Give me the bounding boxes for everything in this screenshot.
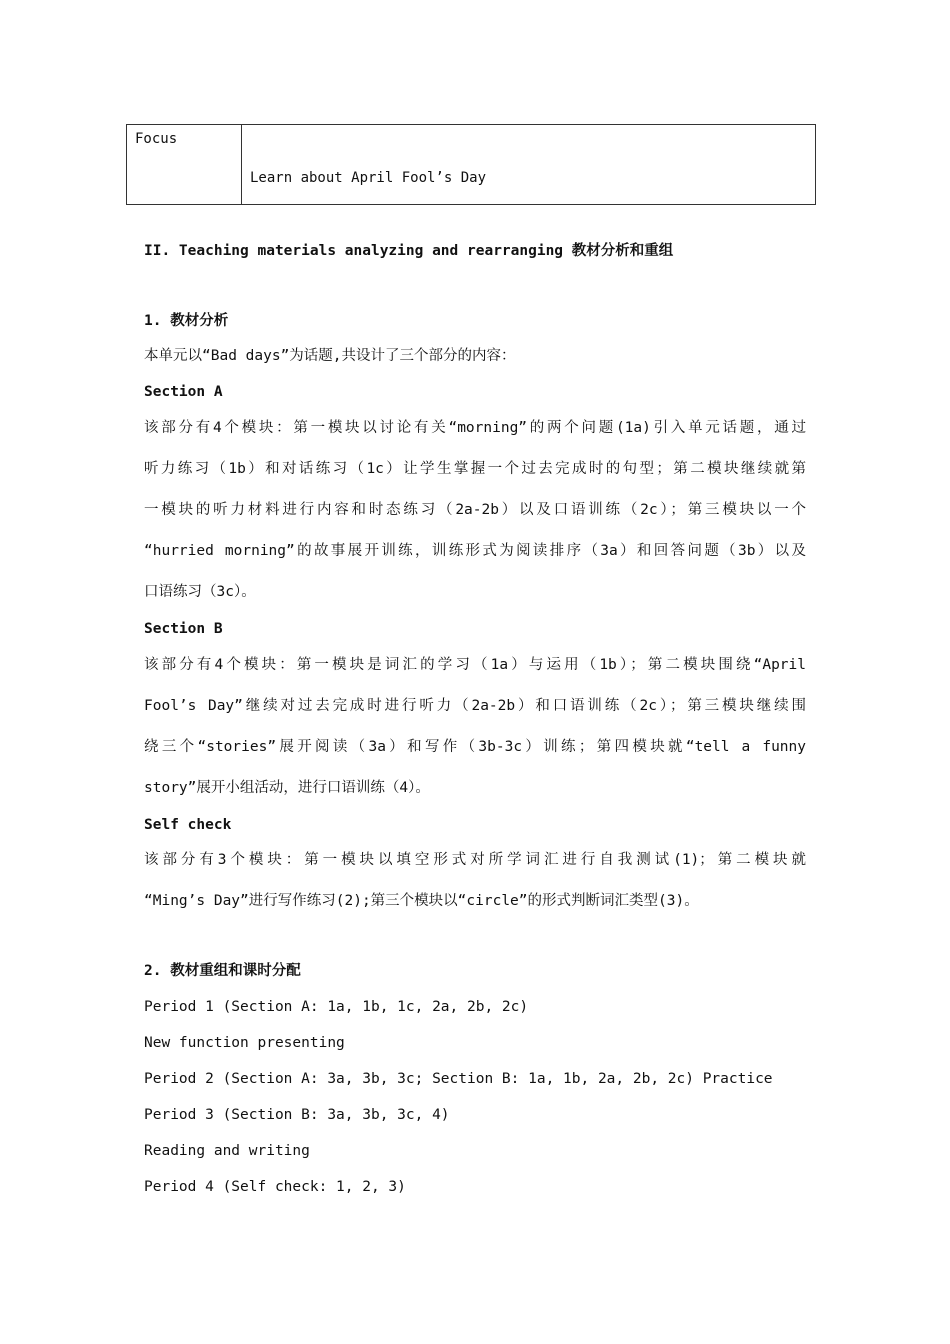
- focus-label: Focus: [127, 125, 242, 205]
- self-check-line: “Ming’s Day”进行写作练习(2);第三个模块以“circle”的形式判断词汇类型(3)。: [144, 893, 699, 909]
- self-check-title: Self check: [144, 817, 232, 833]
- section-a-line: “hurried morning”的故事展开训练，训练形式为阅读排序（3a）和回答问题（3b）以及: [144, 543, 806, 559]
- section-heading: II. Teaching materials analyzing and rearranging 教材分析和重组: [144, 243, 674, 259]
- section-b-title: Section B: [144, 621, 223, 637]
- self-check-line: 该部分有3个模块：第一模块以填空形式对所学词汇进行自我测试(1)；第二模块就: [144, 852, 806, 868]
- period-line: Period 4 (Self check: 1, 2, 3): [144, 1179, 406, 1195]
- section-a-line: 口语练习（3c）。: [144, 584, 256, 600]
- section-b-line: Fool’s Day”继续对过去完成时进行听力（2a-2b）和口语训练（2c）；第三模块继续围: [144, 698, 806, 714]
- analysis-intro: 本单元以“Bad days”为话题,共设计了三个部分的内容：: [144, 348, 516, 364]
- analysis-heading: 1. 教材分析: [144, 313, 229, 329]
- section-b-line: story”展开小组活动，进行口语训练（4）。: [144, 780, 430, 796]
- period-line: Period 2 (Section A: 3a, 3b, 3c; Section B: 1a, 1b, 2a, 2b, 2c) Practice: [144, 1071, 773, 1087]
- section-a-line: 听力练习（1b）和对话练习（1c）让学生掌握一个过去完成时的句型；第二模块继续就第: [144, 461, 806, 477]
- focus-table: [126, 124, 816, 205]
- focus-value: Learn about April Fool’s Day: [242, 125, 816, 205]
- period-line: Period 1 (Section A: 1a, 1b, 1c, 2a, 2b, 2c): [144, 999, 529, 1015]
- period-line: New function presenting: [144, 1035, 345, 1051]
- section-a-line: 一模块的听力材料进行内容和时态练习（2a-2b）以及口语训练（2c）；第三模块以一个: [144, 502, 806, 518]
- period-line: Period 3 (Section B: 3a, 3b, 3c, 4): [144, 1107, 450, 1123]
- section-b-line: 该部分有4个模块：第一模块是词汇的学习（1a）与运用（1b）；第二模块围绕“April: [144, 657, 806, 673]
- section-a-line: 该部分有4个模块：第一模块以讨论有关“morning”的两个问题(1a)引入单元话题，通过: [144, 420, 806, 436]
- section-a-title: Section A: [144, 384, 223, 400]
- rearrange-heading: 2. 教材重组和课时分配: [144, 963, 301, 979]
- period-line: Reading and writing: [144, 1143, 310, 1159]
- section-b-line: 绕三个“stories”展开阅读（3a）和写作（3b-3c）训练；第四模块就“tell a funny: [144, 739, 806, 755]
